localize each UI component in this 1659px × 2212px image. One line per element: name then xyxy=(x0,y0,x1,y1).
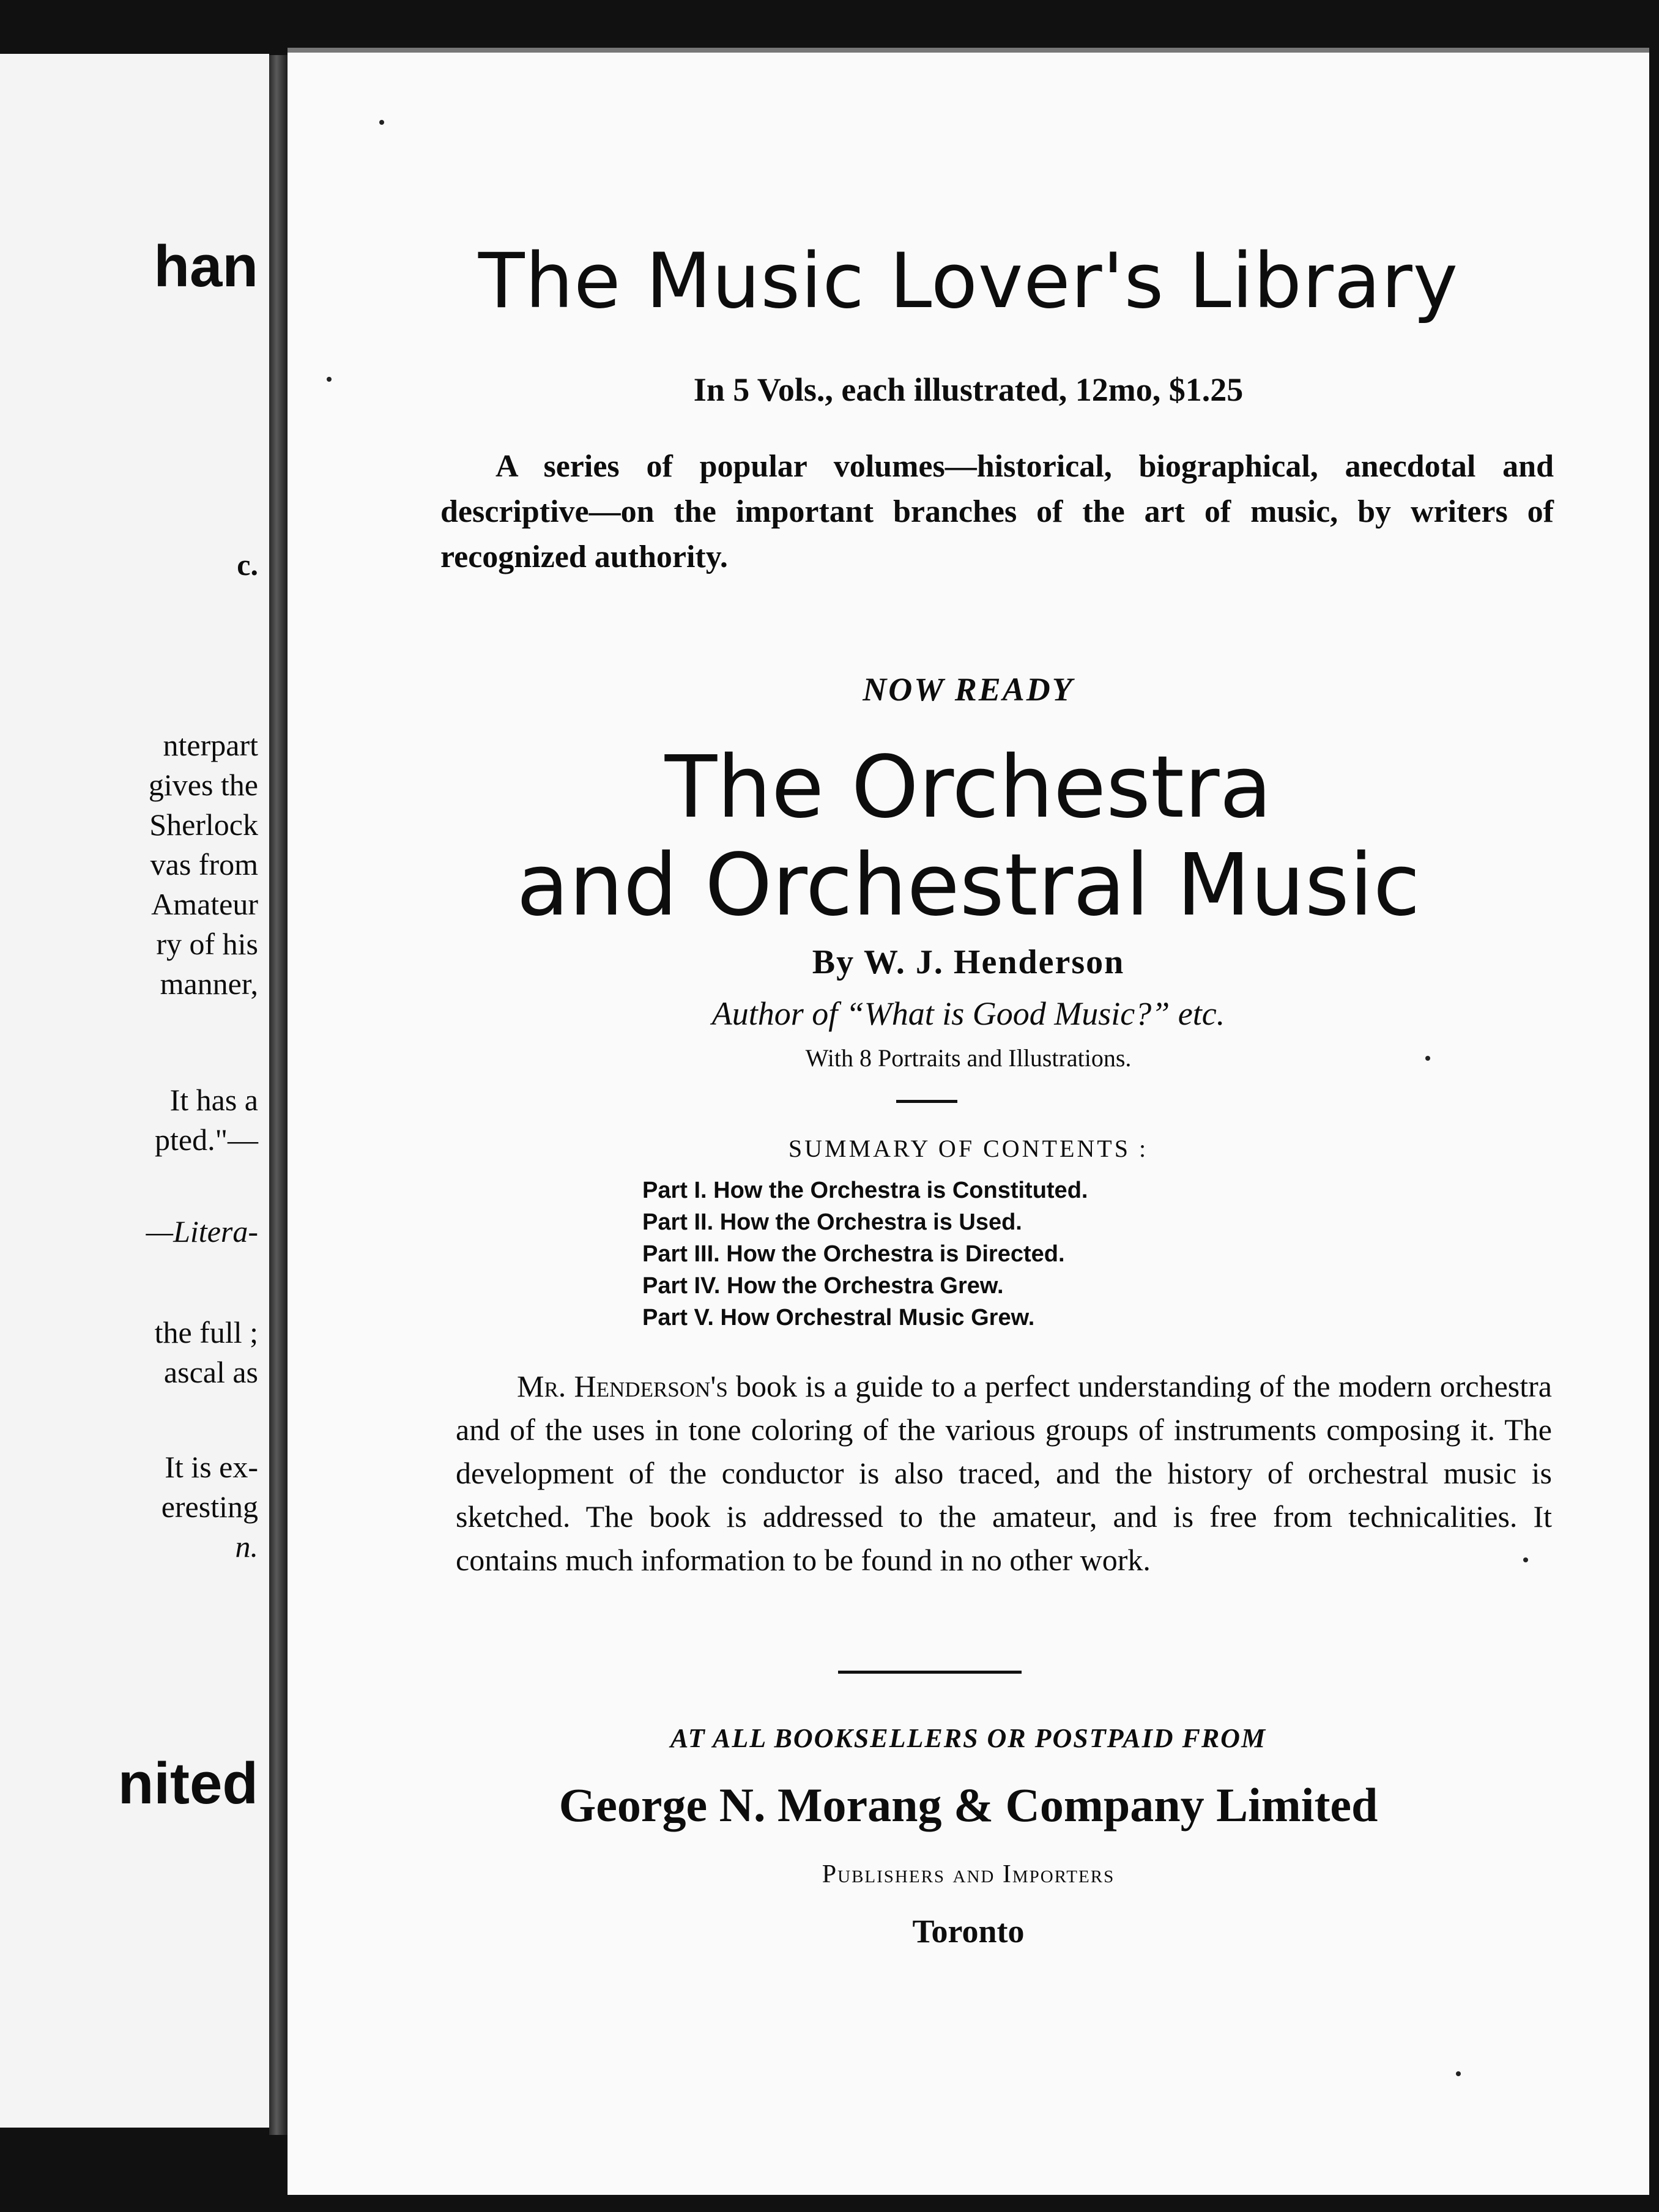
advertisement-page xyxy=(288,48,1649,2195)
paper-speck xyxy=(327,377,332,382)
publisher-subtitle: Publishers and Importers xyxy=(822,1860,1115,1888)
left-page-fragment: Amateur xyxy=(151,887,258,921)
contents-list xyxy=(642,1175,1088,1334)
left-page-fragment: the full ; xyxy=(154,1315,258,1349)
book-description xyxy=(456,1365,1552,1582)
contents-item: Part III. How the Orchestra is Directed. xyxy=(642,1241,1065,1267)
contents-item: Part IV. How the Orchestra Grew. xyxy=(642,1273,1004,1299)
author-of-line: Author of “What is Good Music?” etc. xyxy=(711,995,1225,1032)
left-page-fragment: n. xyxy=(235,1529,258,1564)
left-page-fragment: eresting xyxy=(161,1490,258,1524)
illustrations-note: With 8 Portraits and Illustrations. xyxy=(805,1044,1132,1072)
left-page-fragment: manner, xyxy=(160,967,258,1001)
library-title: The Music Lover's Library xyxy=(478,237,1459,325)
left-page-fragment: gives the xyxy=(148,768,258,802)
contents-item: Part I. How the Orchestra is Constituted. xyxy=(642,1178,1088,1203)
left-page-fragment: pted."— xyxy=(155,1123,258,1157)
library-subtitle: In 5 Vols., each illustrated, 12mo, $1.25 xyxy=(693,371,1244,408)
left-page-fragment: Sherlock xyxy=(149,807,258,842)
description-lead: Mr. Henderson's xyxy=(517,1369,728,1403)
summary-heading: SUMMARY OF CONTENTS : xyxy=(788,1135,1149,1162)
library-intro: A series of popular volumes—historical, biographical, anecdotal and descriptive—on the important branches of the art of music, by writers of recognized authority. xyxy=(440,449,1554,574)
left-page-fragment: nited xyxy=(117,1751,258,1816)
description-body: book is a guide to a perfect understanding of the modern orchestra and of the uses in tone coloring of the various groups of instruments composing it. The development of the conductor is also traced, and the history of orchestral music is sketched. The book is addressed to the amateur, and is free from technicalities. It contains much information to be found in no other work. xyxy=(456,1369,1553,1577)
left-page-fragment: —Litera- xyxy=(146,1214,258,1249)
publisher-city: Toronto xyxy=(912,1913,1025,1950)
paper-speck xyxy=(1425,1056,1430,1061)
paper-speck xyxy=(1456,2071,1461,2076)
divider-long xyxy=(838,1671,1022,1674)
left-page-fragment: vas from xyxy=(150,847,258,881)
divider-short xyxy=(896,1100,957,1103)
book-title-line-1: The Orchestra xyxy=(664,738,1272,837)
book-title-line-2: and Orchestral Music xyxy=(516,836,1420,935)
left-facing-page xyxy=(0,54,269,2128)
book-author: By W. J. Henderson xyxy=(812,943,1125,981)
contents-item: Part V. How Orchestral Music Grew. xyxy=(642,1305,1035,1331)
left-page-fragment: It has a xyxy=(169,1083,258,1117)
paper-speck xyxy=(1523,1557,1528,1562)
left-page-fragment: ascal as xyxy=(163,1355,258,1389)
contents-item: Part II. How the Orchestra is Used. xyxy=(642,1209,1022,1235)
now-ready-label: NOW READY xyxy=(863,671,1074,708)
book-gutter xyxy=(269,55,288,2135)
left-page-fragment: ry of his xyxy=(156,927,258,961)
left-page-fragment: nterpart xyxy=(163,728,258,762)
left-page-fragment: It is ex- xyxy=(165,1450,258,1484)
publisher-name: George N. Morang & Company Limited xyxy=(559,1778,1378,1832)
left-page-fragment: c. xyxy=(237,547,258,582)
availability-note: AT ALL BOOKSELLERS OR POSTPAID FROM xyxy=(670,1723,1267,1753)
left-page-fragment: han xyxy=(154,234,258,299)
paper-speck xyxy=(379,120,384,125)
